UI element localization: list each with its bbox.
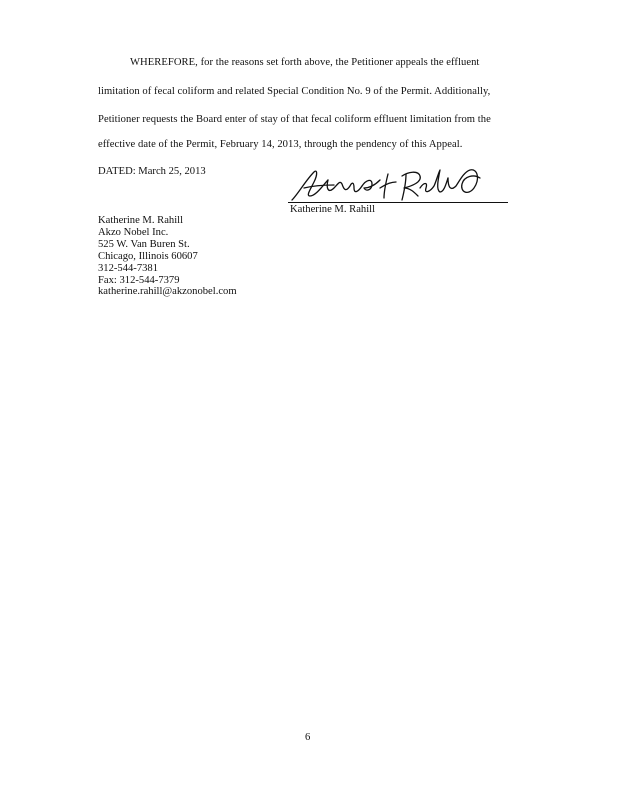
contact-city: Chicago, Illinois 60607 <box>98 250 198 262</box>
signature-block <box>284 166 508 216</box>
contact-email: katherine.rahill@akzonobel.com <box>98 286 237 298</box>
signature-line <box>288 202 508 203</box>
body-line-2: limitation of fecal coliform and related Special Condition No. 9 of the Permit. Additionally, <box>98 86 491 97</box>
body-line-1: WHEREFORE, for the reasons set forth above, the Petitioner appeals the effluent <box>130 57 480 68</box>
contact-block <box>98 215 237 298</box>
contact-company: Akzo Nobel Inc. <box>98 226 169 238</box>
contact-street: 525 W. Van Buren St. <box>98 238 190 250</box>
contact-phone: 312-544-7381 <box>98 262 159 274</box>
handwritten-signature <box>284 166 508 206</box>
contact-fax: Fax: 312-544-7379 <box>98 274 180 286</box>
dated-line: DATED: March 25, 2013 <box>98 166 206 177</box>
body-line-3: Petitioner requests the Board enter of stay of that fecal coliform effluent limitation from the <box>98 114 491 125</box>
body-line-4: effective date of the Permit, February 14, 2013, through the pendency of this Appeal. <box>98 139 463 150</box>
signatory-name: Katherine M. Rahill <box>290 204 376 215</box>
contact-name: Katherine M. Rahill <box>98 215 184 226</box>
page-number: 6 <box>305 732 311 743</box>
